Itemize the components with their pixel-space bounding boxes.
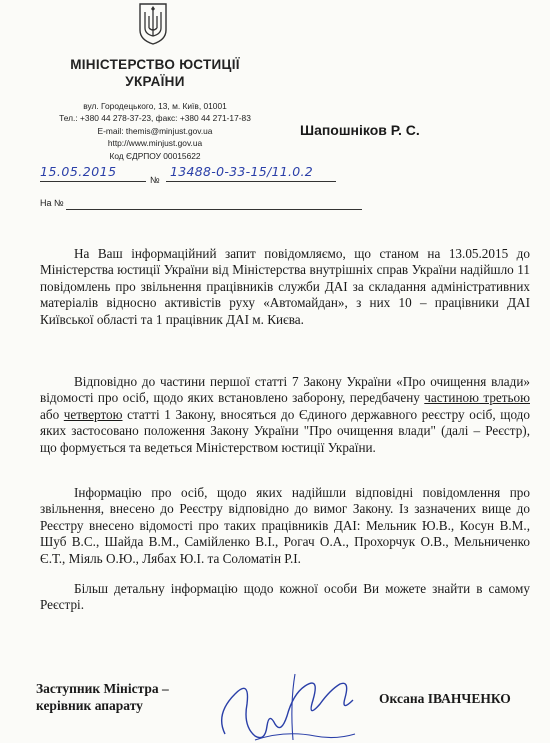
handwritten-registration-number: 13488-0-33-15/11.0.2 <box>170 164 314 179</box>
edrpou-code: Код ЄДРПОУ 00015622 <box>109 150 201 161</box>
handwritten-signature <box>195 664 375 743</box>
ministry-name-line1: МІНІСТЕРСТВО ЮСТИЦІЇ <box>70 57 240 72</box>
paragraph-3: Інформацію про осіб, щодо яких надійшли відповідні повідомлення про звільнення, внесено до Реєстру відповідно до вимог Закону. Із зазначених вище до Реєстру внесено відомості про таких працівників ДАІ: Мельник Ю.В., Косун В.М., Шуб В.С., Шайда В.М., Самійленко В.І., Рогач О.А., Прохорчук О.В., Мельниченко Є.Т., Міяль О.Ю., Лябах Ю.І. та Соломатін Р.І. <box>40 485 530 566</box>
handwritten-date: 15.05.2015 <box>40 164 117 179</box>
ukraine-coat-of-arms-emblem <box>137 2 169 46</box>
paragraph-2-part-c: статті 1 Закону, вносяться до Єдиного державного реєстру осіб, щодо яких застосовано положення Закону України "Про очищення влади" (далі – Реєстр), що формується та ведеться Міністерством юстиції України. <box>40 406 530 455</box>
paragraph-4: Більш детальну інформацію щодо кожної особи Ви можете знайти в самому Реєстрі. <box>40 581 530 613</box>
ministry-name-line2: УКРАЇНИ <box>125 74 185 89</box>
ministry-name <box>40 56 270 90</box>
address: вул. Городецького, 13, м. Київ, 01001 <box>83 101 227 111</box>
ministry-contacts <box>40 100 270 162</box>
number-underline <box>166 180 336 182</box>
paragraph-1: На Ваш інформаційний запит повідомляємо, що станом на 13.05.2015 до Міністерства юстиції України від Міністерства внутрішніх справ України надійшло 11 повідомлень про звільнення працівників служби ДАІ за складання адміністративних матеріалів відносно активістів руху «Автомайдан», з них 10 – працівники ДАІ Київської області та 1 працівник ДАІ м. Києва. <box>40 246 530 327</box>
signatory-name: Оксана ІВАНЧЕНКО <box>379 691 511 706</box>
email: E-mail: themis@minjust.gov.ua <box>97 125 213 136</box>
paragraph-2 <box>40 374 530 456</box>
reply-to-number-label: На № <box>40 198 64 208</box>
position-line2: керівник апарату <box>36 698 143 713</box>
signatory-position <box>36 680 169 714</box>
paragraph-2-part-a: Відповідно до частини першої статті 7 Закону України «Про очищення влади» відомості про осіб, щодо яких встановлено заборону, передбачену <box>40 374 530 406</box>
reply-to-number-line <box>66 208 362 210</box>
paragraph-2-underlined-part-third: частиною третьою <box>424 390 530 406</box>
paragraph-2-underlined-fourth: четвертою <box>63 406 123 422</box>
website: http://www.minjust.gov.ua <box>107 138 203 149</box>
position-line1: Заступник Міністра – <box>36 681 169 696</box>
addressee-name: Шапошніков Р. С. <box>300 122 420 138</box>
date-underline <box>40 180 146 182</box>
paragraph-2-part-b: або <box>40 406 64 422</box>
number-sign: № <box>150 175 160 185</box>
phone-fax: Тел.: +380 44 278-37-23, факс: +380 44 271-17-83 <box>59 113 251 124</box>
